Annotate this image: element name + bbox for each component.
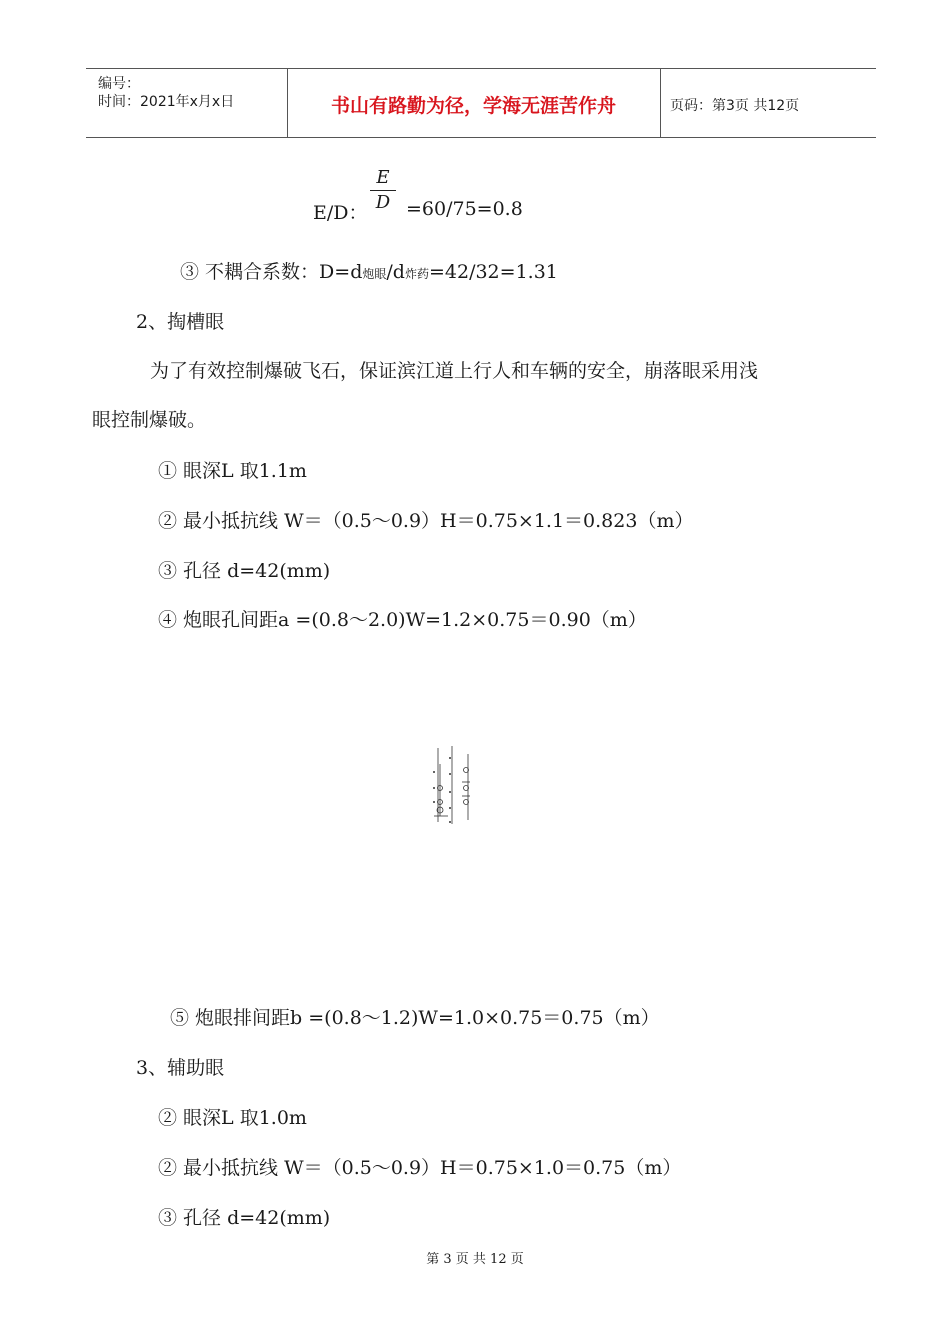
decoupling-text-c: =42/32=1.31 — [428, 261, 558, 283]
section3-item-2: ② 最小抵抗线 W＝（0.5～0.9）H＝0.75×1.0＝0.75（m） — [158, 1157, 682, 1179]
hole-layout-diagram — [426, 744, 476, 826]
fraction-denominator: D — [375, 192, 391, 213]
header-left-cell — [86, 69, 288, 137]
page-code: 页码：第3页 共12页 — [670, 98, 800, 114]
motto: 书山有路勤为径，学海无涯苦作舟 — [330, 95, 616, 117]
section2-item-1: ① 眼深L 取1.1m — [158, 460, 307, 482]
header-right-cell — [660, 69, 876, 137]
section2-item-2: ② 最小抵抗线 W＝（0.5～0.9）H＝0.75×1.1＝0.823（m） — [158, 510, 694, 532]
fraction-bar — [370, 190, 396, 191]
section3-item-3: ③ 孔径 d=42(mm) — [158, 1207, 331, 1229]
section3-heading: 3、辅助眼 — [136, 1057, 225, 1079]
fraction-numerator: E — [376, 167, 390, 188]
header-middle-cell — [287, 69, 661, 137]
ed-fraction — [370, 168, 396, 213]
section3-item-1: ② 眼深L 取1.0m — [158, 1107, 307, 1129]
ed-result: =60/75=0.8 — [406, 198, 523, 220]
decoupling-line — [180, 257, 558, 284]
section2-item-4: ④ 炮眼孔间距a =(0.8～2.0)W=1.2×0.75＝0.90（m） — [158, 609, 647, 631]
page-header — [86, 68, 876, 138]
decoupling-sub-b: 炸药 — [404, 267, 429, 281]
time-label: 时间：2021年x月x日 — [98, 94, 235, 110]
decoupling-text-b: /d — [386, 261, 405, 283]
serial-label: 编号： — [98, 76, 140, 92]
section2-item-3: ③ 孔径 d=42(mm) — [158, 560, 331, 582]
section2-item-5: ⑤ 炮眼排间距b =(0.8～1.2)W=1.0×0.75＝0.75（m） — [170, 1007, 660, 1029]
page-footer: 第 3 页 共 12 页 — [426, 1252, 524, 1267]
decoupling-text-a: ③ 不耦合系数：D=d — [180, 261, 363, 283]
ed-prefix: E/D： — [313, 202, 368, 224]
section2-heading: 2、掏槽眼 — [136, 311, 225, 333]
section2-para-line2: 眼控制爆破。 — [92, 409, 207, 431]
section2-para-line1: 为了有效控制爆破飞石，保证滨江道上行人和车辆的安全，崩落眼采用浅 — [150, 360, 759, 382]
decoupling-sub-a: 炮眼 — [362, 267, 387, 281]
